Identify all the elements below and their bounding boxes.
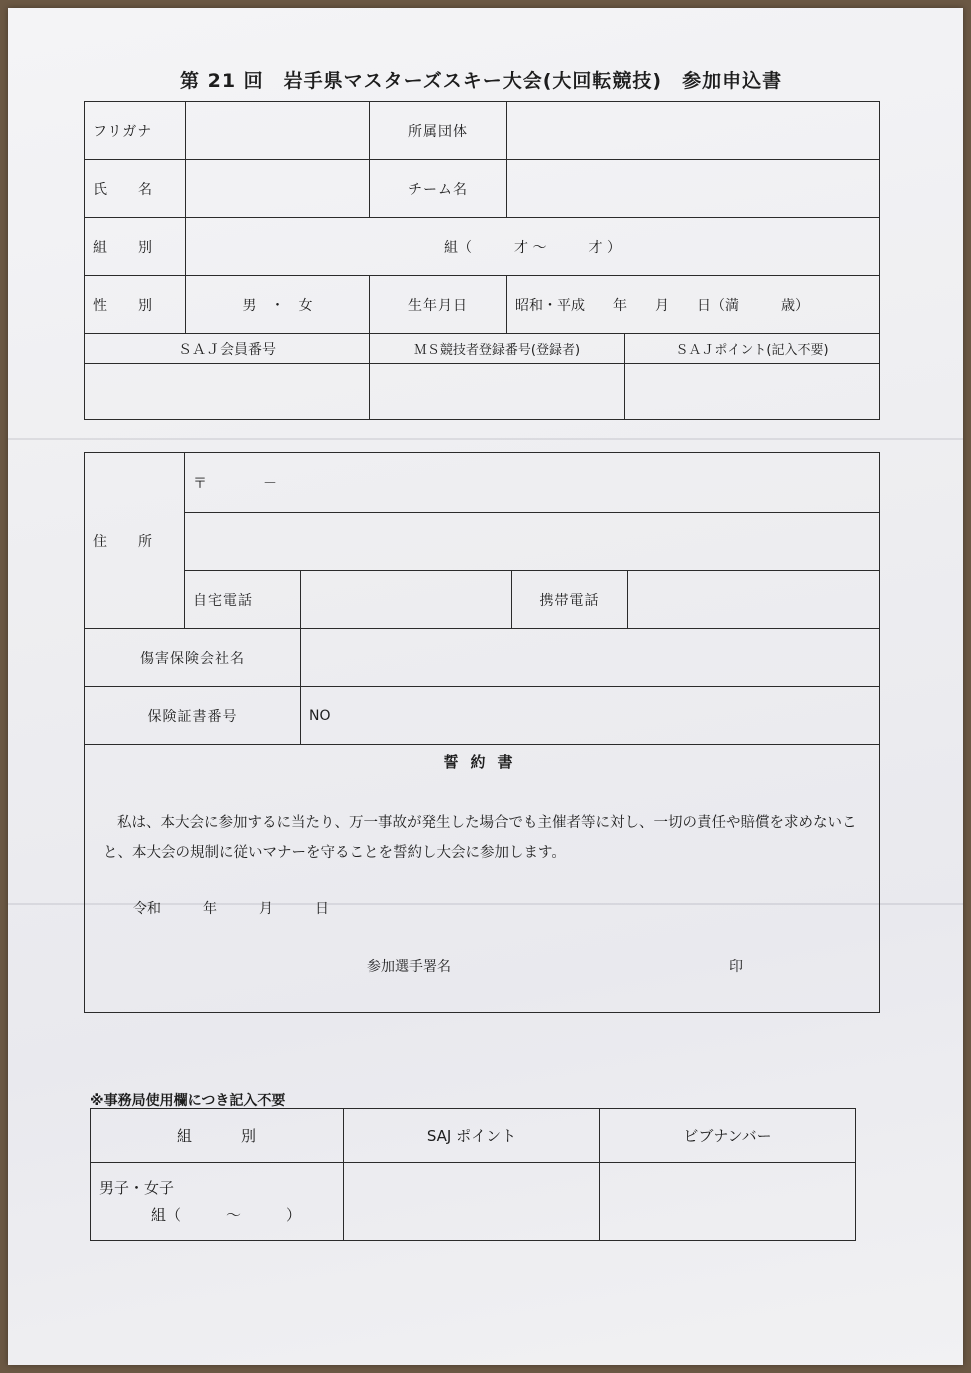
- team-name-field[interactable]: [507, 160, 880, 218]
- birthdate-label: 生年月日: [370, 276, 507, 334]
- application-form-sheet: [8, 8, 963, 1365]
- oath-text: 私は、本大会に参加するに当たり、万一事故が発生した場合でも主催者等に対し、一切の責任や賠償を求めないこと、本大会の規制に従いマナーを守ることを誓約し大会に参加します。: [103, 815, 857, 861]
- office-group-line: 組（ ～ ）: [151, 1206, 302, 1224]
- postal-code-field[interactable]: 〒 －: [185, 453, 880, 513]
- ms-registration-no-field[interactable]: [370, 364, 625, 420]
- affiliation-field[interactable]: [507, 102, 880, 160]
- saj-points-label: ＳＡＪポイント(記入不要): [625, 334, 880, 364]
- office-saj-header: SAJ ポイント: [344, 1109, 600, 1163]
- oath-date-line[interactable]: 令和 年 月 日: [133, 901, 329, 917]
- office-sex-line: 男子・女子: [99, 1179, 175, 1197]
- paper-fold-line: [8, 438, 963, 440]
- mobile-phone-label: 携帯電話: [512, 571, 628, 629]
- saj-member-no-field[interactable]: [85, 364, 370, 420]
- insurance-company-field[interactable]: [301, 629, 880, 687]
- office-group-header: 組 別: [91, 1109, 344, 1163]
- signature-label: 参加選手署名: [367, 959, 451, 975]
- home-phone-label: 自宅電話: [185, 571, 301, 629]
- affiliation-label: 所属団体: [370, 102, 507, 160]
- form-title: 第 21 回 岩手県マスターズスキー大会(大回転競技) 参加申込書: [180, 70, 783, 92]
- oath-title: 誓約書: [443, 753, 525, 771]
- furigana-field[interactable]: [186, 102, 370, 160]
- name-label: 氏 名: [85, 160, 186, 218]
- address-field[interactable]: [185, 513, 880, 571]
- sex-label: 性 別: [85, 276, 186, 334]
- team-name-label: チーム名: [370, 160, 507, 218]
- oath-box: [85, 745, 880, 1013]
- saj-points-field: [625, 364, 880, 420]
- group-field[interactable]: 組（ 才 ～ 才 ）: [186, 218, 880, 276]
- mobile-phone-field[interactable]: [628, 571, 880, 629]
- office-use-note: ※事務局使用欄につき記入不要: [90, 1093, 286, 1109]
- office-bib-header: ビブナンバー: [600, 1109, 856, 1163]
- office-saj-cell: [344, 1163, 600, 1241]
- signature-row: [103, 956, 865, 978]
- saj-member-no-label: ＳＡＪ会員番号: [85, 334, 370, 364]
- furigana-label: フリガナ: [85, 102, 186, 160]
- name-field[interactable]: [186, 160, 370, 218]
- contact-oath-table: [84, 452, 880, 1013]
- signature-field[interactable]: [467, 956, 717, 976]
- sex-field[interactable]: 男 ・ 女: [186, 276, 370, 334]
- office-group-cell: [91, 1163, 344, 1241]
- office-bib-cell: [600, 1163, 856, 1241]
- group-label: 組 別: [85, 218, 186, 276]
- insurance-no-label: 保険証書番号: [85, 687, 301, 745]
- personal-info-table: [84, 101, 880, 420]
- seal-mark: 印: [729, 959, 743, 975]
- ms-registration-no-label: ＭＳ競技者登録番号(登録者): [370, 334, 625, 364]
- address-label: 住 所: [85, 453, 185, 629]
- home-phone-field[interactable]: [301, 571, 512, 629]
- insurance-no-field[interactable]: NO: [301, 687, 880, 745]
- birthdate-field[interactable]: 昭和・平成 年 月 日（満 歳）: [507, 276, 880, 334]
- office-use-table: [90, 1108, 856, 1241]
- insurance-company-label: 傷害保険会社名: [85, 629, 301, 687]
